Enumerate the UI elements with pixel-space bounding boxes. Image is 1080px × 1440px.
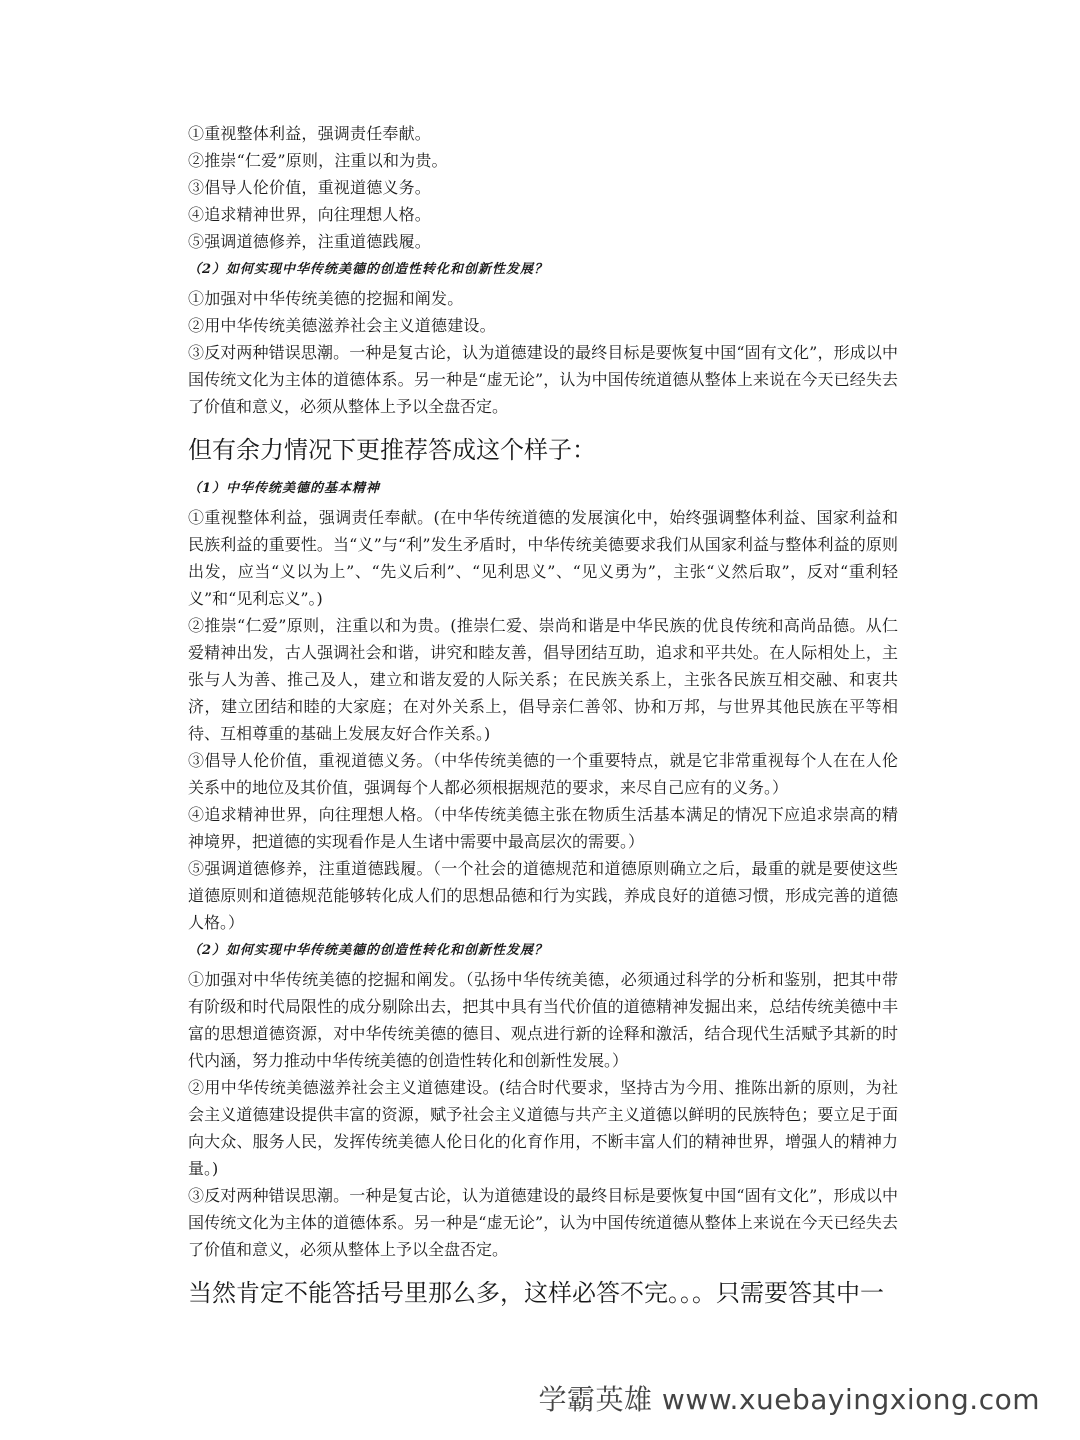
detailed-point-4: ④追求精神世界，向往理想人格。（中华传统美德主张在物质生活基本满足的情况下应追求崇高的精神境界，把道德的实现看作是人生诸中需要中最高层次的需要。） [188, 805, 898, 851]
closing-note: 当然肯定不能答括号里那么多，这样必答不完。。。只需要答其中一 [188, 1279, 884, 1307]
detailed-point-2: ②推崇“仁爱”原则，注重以和为贵。(推崇仁爱、崇尚和谐是中华民族的优良传统和高尚品德。从仁爱精神出发，古人强调社会和谐，讲究和睦友善，倡导团结互助，追求和平共处。在人际相处上，主张与人为善、推己及人，建立和谐友爱的人际关系；在民族关系上，主张各民族互相交融、和衷共济，建立团结和睦的大家庭；在对外关系上，倡导亲仁善邻、协和万邦，与世界其他民族在平等相待、互相尊重的基础上发展友好合作关系。) [188, 616, 898, 743]
question-heading-2: （2）如何实现中华传统美德的创造性转化和创新性发展？ [188, 262, 549, 277]
point2-3: ③反对两种错误思潮。一种是复古论，认为道德建设的最终目标是要恢复中国“固有文化”，形成以中国传统文化为主体的道德体系。另一种是“虚无论”，认为中国传统道德从整体上来说在今天已经失去了价值和意义，必须从整体上予以全盘否定。 [188, 343, 898, 416]
point-2: ②推崇“仁爱”原则，注重以和为贵。 [188, 151, 448, 170]
question-heading-2b: （2）如何实现中华传统美德的创造性转化和创新性发展？ [188, 943, 549, 958]
detailed-point-5: ⑤强调道德修养，注重道德践履。（一个社会的道德规范和道德原则确立之后，最重的就是要使这些道德原则和道德规范能够转化成人们的思想品德和行为实践，养成良好的道德习惯，形成完善的道德人格。） [188, 859, 898, 932]
recommendation-note: 但有余力情况下更推荐答成这个样子： [188, 436, 596, 464]
point-1: ①重视整体利益，强调责任奉献。 [188, 124, 432, 143]
detailed-point-1: ①重视整体利益，强调责任奉献。(在中华传统道德的发展演化中，始终强调整体利益、国家利益和民族利益的重要性。当“义”与“利”发生矛盾时，中华传统美德要求我们从国家利益与整体利益的原则出发，应当“义以为上”、“先义后利”、“见利思义”、“见义勇为”，主张“义然后取”，反对“重利轻义”和“见利忘义”。) [188, 508, 898, 608]
point2-2: ②用中华传统美德滋养社会主义道德建设。 [188, 316, 496, 335]
watermark: 学霸英雄 www.xuebayingxiong.com [538, 1383, 1040, 1416]
detailed-point-3: ③倡导人伦价值，重视道德义务。（中华传统美德的一个重要特点，就是它非常重视每个人在在人伦关系中的地位及其价值，强调每个人都必须根据规范的要求，来尽自己应有的义务。） [188, 751, 898, 797]
point-5: ⑤强调道德修养，注重道德践履。 [188, 232, 432, 251]
question-heading-1: （1）中华传统美德的基本精神 [188, 481, 381, 496]
point-3: ③倡导人伦价值，重视道德义务。 [188, 178, 432, 197]
point-4: ④追求精神世界，向往理想人格。 [188, 205, 432, 224]
point2-1: ①加强对中华传统美德的挖掘和阐发。 [188, 289, 464, 308]
detailed-point2-3: ③反对两种错误思潮。一种是复古论，认为道德建设的最终目标是要恢复中国“固有文化”，形成以中国传统文化为主体的道德体系。另一种是“虚无论”，认为中国传统道德从整体上来说在今天已经失去了价值和意义，必须从整体上予以全盘否定。 [188, 1186, 898, 1259]
document-body [188, 120, 898, 1317]
detailed-point2-2: ②用中华传统美德滋养社会主义道德建设。(结合时代要求，坚持古为今用、推陈出新的原则，为社会主义道德建设提供丰富的资源，赋予社会主义道德与共产主义道德以鲜明的民族特色；要立足于面向大众、服务人民，发挥传统美德人伦日化的化育作用，不断丰富人们的精神世界，增强人的精神力量。) [188, 1078, 898, 1178]
detailed-point2-1: ①加强对中华传统美德的挖掘和阐发。（弘扬中华传统美德，必须通过科学的分析和鉴别，把其中带有阶级和时代局限性的成分剔除出去，把其中具有当代价值的道德精神发掘出来，总结传统美德中丰富的思想道德资源，对中华传统美德的德目、观点进行新的诠释和激活，结合现代生活赋予其新的时代内涵，努力推动中华传统美德的创造性转化和创新性发展。） [188, 970, 898, 1070]
